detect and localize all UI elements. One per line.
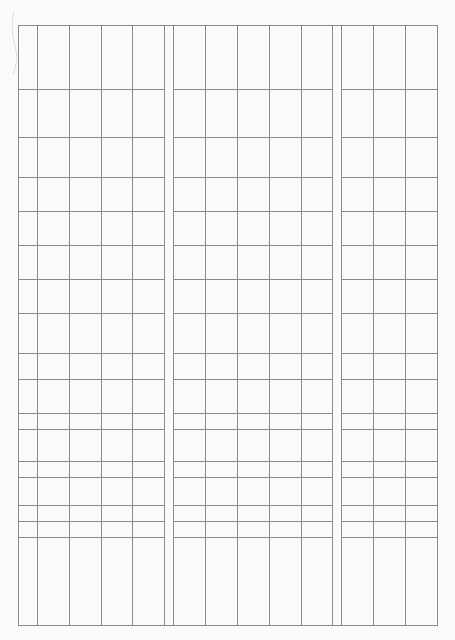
table-cell: [206, 462, 238, 478]
table-cell: [301, 178, 333, 212]
table-cell: [237, 246, 269, 280]
table-cell: [101, 314, 133, 354]
table-cell: [237, 178, 269, 212]
table-cell: [374, 506, 406, 522]
table-cell: [19, 26, 38, 90]
table-cell: [206, 212, 238, 246]
table-cell: [19, 430, 38, 462]
table-cell: [206, 178, 238, 212]
table-cell: [237, 280, 269, 314]
table-row: [237, 26, 269, 626]
table-cell: [101, 26, 133, 90]
table-cell: [101, 354, 133, 380]
table-cell: [269, 90, 301, 138]
table-cell: [38, 522, 70, 538]
table-cell: [206, 90, 238, 138]
table-cell: [101, 462, 133, 478]
table-cell: [406, 26, 438, 90]
section-title: [333, 26, 342, 626]
table-cell: [69, 354, 101, 380]
table-cell: [69, 506, 101, 522]
table-cell: [342, 462, 374, 478]
table-cell: [301, 414, 333, 430]
table-cell: [342, 26, 374, 90]
table-cell: [174, 212, 206, 246]
table-cell: [19, 462, 38, 478]
table-body: [19, 26, 438, 626]
table-cell: [101, 246, 133, 280]
table-cell: [101, 522, 133, 538]
table-cell: [19, 212, 38, 246]
table-row: [133, 26, 165, 626]
table-cell: [269, 178, 301, 212]
table-cell: [38, 430, 70, 462]
table-cell: [269, 354, 301, 380]
table-cell: [237, 380, 269, 414]
table-cell: [269, 314, 301, 354]
table-cell: [101, 538, 133, 626]
table-cell: [406, 212, 438, 246]
table-cell: [301, 90, 333, 138]
table-cell: [301, 26, 333, 90]
table-cell: [174, 414, 206, 430]
table-cell: [19, 280, 38, 314]
table-cell: [19, 506, 38, 522]
table-cell: [19, 380, 38, 414]
section-title: [165, 26, 174, 626]
table-cell: [269, 26, 301, 90]
table-cell: [406, 538, 438, 626]
table-cell: [101, 380, 133, 414]
table-cell: [406, 478, 438, 506]
table-cell: [206, 478, 238, 506]
table-cell: [69, 538, 101, 626]
table-cell: [38, 314, 70, 354]
table-cell: [269, 280, 301, 314]
table-cell: [301, 354, 333, 380]
table-cell: [374, 178, 406, 212]
table-cell: [342, 246, 374, 280]
table-cell: [301, 478, 333, 506]
table-cell: [237, 354, 269, 380]
table-cell: [38, 90, 70, 138]
table-cell: [206, 314, 238, 354]
table-cell: [38, 280, 70, 314]
table-cell: [342, 212, 374, 246]
table-cell: [406, 138, 438, 178]
table-cell: [174, 314, 206, 354]
table-cell: [269, 522, 301, 538]
table-cell: [69, 90, 101, 138]
table-cell: [174, 280, 206, 314]
table-cell: [301, 280, 333, 314]
table-cell: [101, 90, 133, 138]
table-cell: [101, 280, 133, 314]
table-cell: [19, 138, 38, 178]
table-cell: [374, 90, 406, 138]
table-cell: [101, 178, 133, 212]
table-cell: [269, 212, 301, 246]
table-cell: [174, 354, 206, 380]
table-cell: [206, 430, 238, 462]
table-cell: [38, 380, 70, 414]
table-cell: [69, 26, 101, 90]
table-cell: [19, 522, 38, 538]
table-cell: [133, 26, 165, 90]
table-cell: [342, 380, 374, 414]
table-row: [69, 26, 101, 626]
table-cell: [237, 478, 269, 506]
table-cell: [301, 430, 333, 462]
table-row: [101, 26, 133, 626]
table-cell: [133, 506, 165, 522]
table-cell: [342, 430, 374, 462]
table-cell: [206, 538, 238, 626]
table-cell: [342, 90, 374, 138]
table-cell: [19, 178, 38, 212]
table-cell: [69, 280, 101, 314]
table-cell: [206, 138, 238, 178]
table-cell: [174, 462, 206, 478]
table-cell: [133, 178, 165, 212]
table-cell: [374, 414, 406, 430]
table-cell: [174, 138, 206, 178]
table-cell: [406, 90, 438, 138]
table-row: [406, 26, 438, 626]
table-cell: [174, 26, 206, 90]
table-cell: [133, 522, 165, 538]
table-cell: [342, 538, 374, 626]
table-cell: [133, 314, 165, 354]
table-cell: [237, 414, 269, 430]
table-cell: [269, 138, 301, 178]
table-cell: [301, 138, 333, 178]
table-cell: [342, 522, 374, 538]
table-cell: [206, 26, 238, 90]
table-cell: [342, 314, 374, 354]
table-cell: [69, 522, 101, 538]
table-cell: [237, 90, 269, 138]
table-cell: [133, 246, 165, 280]
table-cell: [69, 178, 101, 212]
table-cell: [101, 430, 133, 462]
table-cell: [301, 380, 333, 414]
table-cell: [374, 212, 406, 246]
table-cell: [174, 506, 206, 522]
table-cell: [69, 380, 101, 414]
table-cell: [301, 212, 333, 246]
table-cell: [374, 26, 406, 90]
table-cell: [206, 506, 238, 522]
table-cell: [38, 538, 70, 626]
table-cell: [374, 478, 406, 506]
table-cell: [237, 314, 269, 354]
table-cell: [19, 538, 38, 626]
table-row: [374, 26, 406, 626]
table-cell: [101, 478, 133, 506]
table-cell: [237, 138, 269, 178]
table-cell: [206, 380, 238, 414]
table-cell: [406, 506, 438, 522]
table-cell: [269, 506, 301, 522]
table-cell: [406, 430, 438, 462]
table-cell: [374, 246, 406, 280]
table-cell: [133, 462, 165, 478]
table-cell: [101, 138, 133, 178]
table-cell: [133, 138, 165, 178]
table-cell: [301, 462, 333, 478]
table-cell: [69, 314, 101, 354]
table-row: [269, 26, 301, 626]
table-cell: [374, 538, 406, 626]
table-cell: [406, 522, 438, 538]
section-band-row: [333, 26, 342, 626]
table-cell: [237, 462, 269, 478]
table-cell: [69, 212, 101, 246]
table-cell: [342, 280, 374, 314]
table-cell: [38, 462, 70, 478]
table-cell: [101, 506, 133, 522]
table-row: [342, 26, 374, 626]
table-cell: [38, 414, 70, 430]
table-cell: [374, 380, 406, 414]
table-cell: [38, 212, 70, 246]
table-cell: [38, 246, 70, 280]
table-cell: [406, 178, 438, 212]
table-cell: [269, 414, 301, 430]
table-cell: [406, 462, 438, 478]
section-band-row: [165, 26, 174, 626]
table-cell: [206, 354, 238, 380]
table-cell: [237, 538, 269, 626]
table-cell: [406, 414, 438, 430]
table-cell: [269, 246, 301, 280]
table-cell: [133, 280, 165, 314]
table-cell: [342, 478, 374, 506]
table-cell: [19, 478, 38, 506]
table-cell: [301, 538, 333, 626]
table-cell: [374, 138, 406, 178]
table-cell: [133, 478, 165, 506]
table-cell: [38, 26, 70, 90]
table-cell: [301, 506, 333, 522]
table-cell: [342, 506, 374, 522]
table-cell: [342, 138, 374, 178]
table-cell: [269, 462, 301, 478]
table-cell: [19, 246, 38, 280]
table-cell: [69, 478, 101, 506]
table-cell: [269, 380, 301, 414]
table-cell: [237, 522, 269, 538]
table-cell: [406, 280, 438, 314]
table-cell: [38, 478, 70, 506]
table-row: [301, 26, 333, 626]
table-cell: [69, 138, 101, 178]
table-cell: [206, 414, 238, 430]
table-cell: [374, 522, 406, 538]
table-row: [206, 26, 238, 626]
table-cell: [301, 314, 333, 354]
table-cell: [269, 430, 301, 462]
table-cell: [174, 380, 206, 414]
table-cell: [374, 430, 406, 462]
table-cell: [237, 430, 269, 462]
table-cell: [269, 538, 301, 626]
table-cell: [133, 430, 165, 462]
table-cell: [174, 90, 206, 138]
table-cell: [374, 314, 406, 354]
table-cell: [133, 538, 165, 626]
table-cell: [69, 462, 101, 478]
table-cell: [406, 314, 438, 354]
table-cell: [174, 430, 206, 462]
table-header-row: [19, 26, 38, 626]
table-cell: [174, 538, 206, 626]
table-cell: [206, 246, 238, 280]
table-cell: [237, 212, 269, 246]
table-cell: [269, 478, 301, 506]
table-cell: [38, 178, 70, 212]
table-cell: [69, 430, 101, 462]
table-cell: [206, 522, 238, 538]
table-cell: [374, 354, 406, 380]
table-cell: [174, 178, 206, 212]
table-cell: [38, 138, 70, 178]
table-cell: [133, 380, 165, 414]
table-cell: [69, 246, 101, 280]
table-cell: [174, 522, 206, 538]
table-cell: [374, 462, 406, 478]
table-cell: [19, 90, 38, 138]
table-cell: [69, 414, 101, 430]
table-cell: [342, 178, 374, 212]
table-cell: [133, 414, 165, 430]
table-cell: [237, 26, 269, 90]
table-cell: [406, 380, 438, 414]
table-cell: [374, 280, 406, 314]
table-cell: [133, 90, 165, 138]
table-cell: [19, 414, 38, 430]
table-cell: [19, 314, 38, 354]
table-cell: [101, 212, 133, 246]
table-cell: [101, 414, 133, 430]
table-cell: [406, 246, 438, 280]
table-cell: [19, 354, 38, 380]
table-cell: [38, 506, 70, 522]
table-cell: [301, 246, 333, 280]
rotated-table-area: [18, 26, 438, 626]
table-cell: [406, 354, 438, 380]
table-row: [38, 26, 70, 626]
table-cell: [174, 478, 206, 506]
table-cell: [133, 354, 165, 380]
table-cell: [342, 354, 374, 380]
table-cell: [174, 246, 206, 280]
table-cell: [301, 522, 333, 538]
table-cell: [342, 414, 374, 430]
table-cell: [133, 212, 165, 246]
table-row: [174, 26, 206, 626]
table-cell: [206, 280, 238, 314]
table-cell: [237, 506, 269, 522]
data-table: [18, 25, 438, 626]
table-cell: [38, 354, 70, 380]
